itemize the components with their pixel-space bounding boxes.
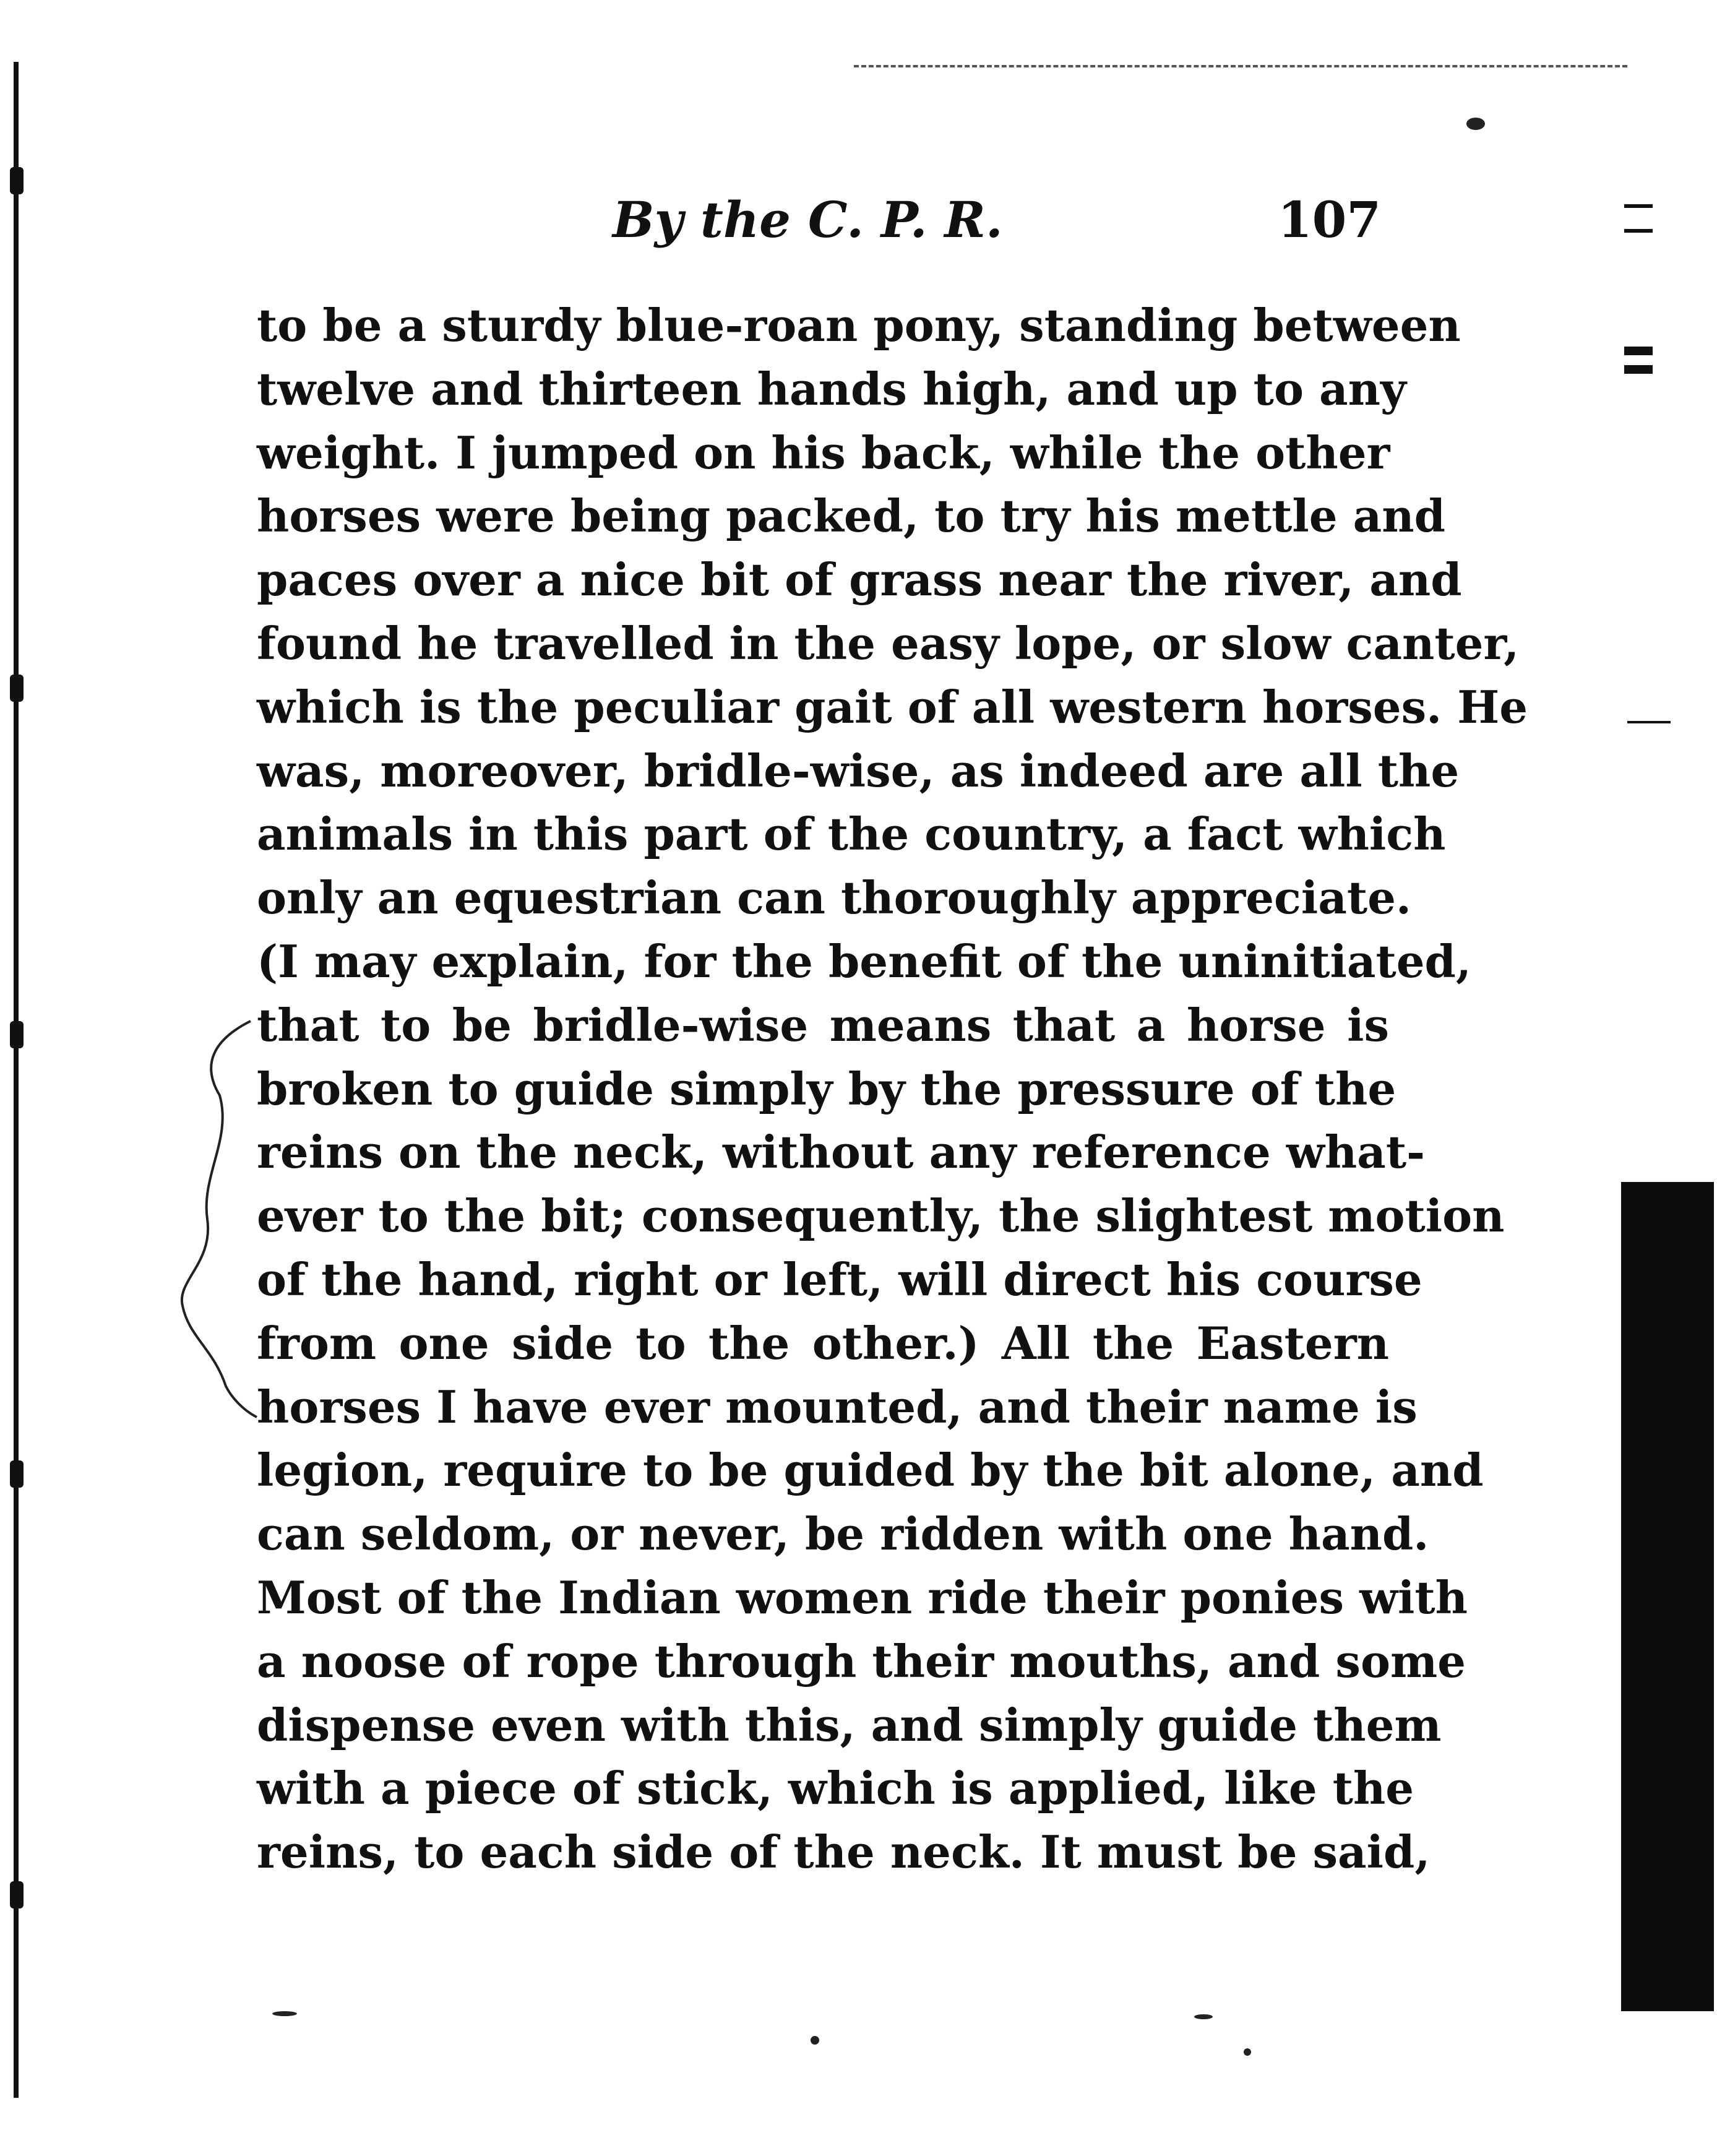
text-line: ever to the bit; consequently, the slightest motion — [257, 1189, 1505, 1243]
text-line: a noose of rope through their mouths, and some — [257, 1634, 1466, 1688]
text-line: horses were being packed, to try his mettle and — [257, 489, 1445, 543]
speck — [272, 2011, 297, 2016]
text-line: paces over a nice bit of grass near the river, and — [257, 553, 1462, 606]
binding-mark — [10, 1460, 24, 1488]
text-line: twelve and thirteen hands high, and up to any — [257, 362, 1406, 415]
text-line: weight. I jumped on his back, while the other — [257, 426, 1390, 479]
text-line: which is the peculiar gait of all western horses. He — [257, 680, 1528, 733]
handwritten-bracket-mark — [176, 1015, 263, 1423]
text-line: from one side to the other.) All the Eastern — [257, 1316, 1389, 1369]
text-line: to be a sturdy blue-roan pony, standing between — [257, 299, 1461, 351]
text-line: of the hand, right or left, will direct his course — [257, 1253, 1422, 1306]
text-line: only an equestrian can thoroughly appreciate. — [257, 871, 1411, 925]
text-line: Most of the Indian women ride their ponies with — [257, 1571, 1468, 1624]
speck — [1466, 118, 1485, 130]
binding-mark — [10, 1881, 24, 1908]
text-line: was, moreover, bridle-wise, as indeed are all the — [257, 744, 1460, 797]
page-number: 107 — [1278, 191, 1381, 249]
text-line: legion, require to be guided by the bit alone, and — [257, 1444, 1484, 1497]
text-line: with a piece of stick, which is applied, like the — [257, 1762, 1414, 1815]
text-line: animals in this part of the country, a fact which — [257, 808, 1446, 861]
text-line: reins on the neck, without any reference what- — [257, 1126, 1425, 1179]
body-text — [257, 294, 1528, 1884]
text-line: broken to guide simply by the pressure of the — [257, 1062, 1396, 1115]
dark-edge-shadow — [1621, 1182, 1714, 2011]
binding-edge-line — [14, 62, 19, 2098]
text-line: found he travelled in the easy lope, or slow canter, — [257, 616, 1520, 670]
top-scan-rule — [854, 65, 1627, 67]
text-line: dispense even with this, and simply guide them — [257, 1698, 1442, 1751]
text-line: that to be bridle-wise means that a horse is — [257, 998, 1389, 1051]
binding-mark — [10, 1021, 24, 1048]
text-line: reins, to each side of the neck. It must be said, — [257, 1826, 1431, 1879]
speck — [1244, 2048, 1251, 2056]
text-line: can seldom, or never, be ridden with one hand. — [257, 1507, 1429, 1561]
stray-mark — [1627, 721, 1671, 723]
right-edge-tick — [1624, 347, 1653, 355]
running-head-title: By the C. P. R. — [613, 191, 1003, 249]
speck — [1194, 2014, 1213, 2019]
binding-mark — [10, 675, 24, 702]
running-head — [0, 186, 1717, 254]
right-edge-tick — [1624, 365, 1653, 374]
text-line: horses I have ever mounted, and their name is — [257, 1380, 1418, 1433]
speck — [811, 2036, 819, 2045]
text-line: (I may explain, for the benefit of the uninitiated, — [257, 934, 1471, 988]
